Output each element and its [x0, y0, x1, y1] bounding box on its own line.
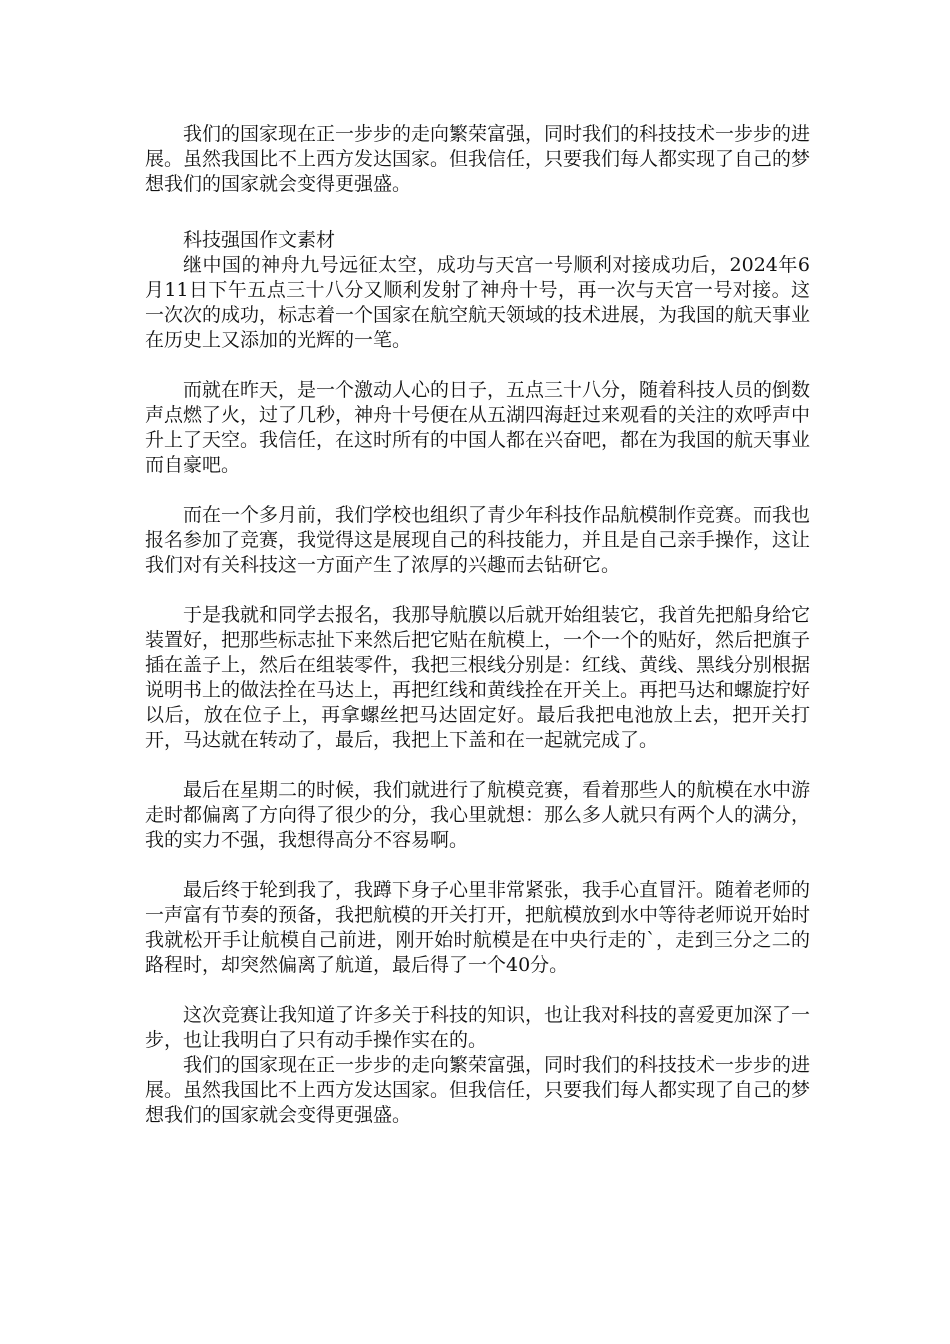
paragraph-closing: 我们的国家现在正一步步的走向繁荣富强，同时我们的科技技术一步步的进展。虽然我国比不上西方发达国家。但我信任，只要我们每人都实现了自己的梦想我们的国家就会变得更强盛。 — [145, 1054, 811, 1126]
paragraph-lesson: 这次竞赛让我知道了许多关于科技的知识，也让我对科技的喜爱更加深了一步，也让我明白了只有动手操作实在的。 — [145, 1004, 811, 1051]
paragraph-shenzhou: 继中国的神舟九号远征太空，成功与天宫一号顺利对接成功后，2024年6月11日下午五点三十八分又顺利发射了神舟十号，再一次与天宫一号对接。这一次次的成功，标志着一个国家在航空航天领域的技术进展，为我国的航天事业在历史上又添加的光辉的一笔。 — [145, 254, 811, 351]
paragraph-assembly: 于是我就和同学去报名，我那导航膜以后就开始组装它，我首先把船身给它装置好，把那些标志扯下来然后把它贴在航模上，一个一个的贴好，然后把旗子插在盖子上，然后在组装零件，我把三根线分别是：红线、黄线、黑线分别根据说明书上的做法拴在马达上，再把红线和黄线拴在开关上。再把马达和螺旋拧好以后，放在位子上，再拿螺丝把马达固定好。最后我把电池放上去，把开关打开，马达就在转动了，最后，我把上下盖和在一起就完成了。 — [145, 604, 811, 751]
paragraph-my-turn: 最后终于轮到我了，我蹲下身子心里非常紧张，我手心直冒汗。随着老师的一声富有节奏的预备，我把航模的开关打开，把航模放到水中等待老师说开始时我就松开手让航模自己前进，刚开始时航模是在中央行走的`，走到三分之二的路程时，却突然偏离了航道，最后得了一个40分。 — [145, 879, 811, 976]
paragraph-tuesday: 最后在星期二的时候，我们就进行了航模竞赛，看着那些人的航模在水中游走时都偏离了方向得了很少的分，我心里就想：那么多人就只有两个人的满分，我的实力不强，我想得高分不容易啊。 — [145, 779, 811, 851]
document-body — [145, 122, 810, 1128]
section-title: 科技强国作文素材 — [183, 229, 336, 251]
paragraph-launch: 而就在昨天，是一个激动人心的日子，五点三十八分，随着科技人员的倒数声点燃了火，过了几秒，神舟十号便在从五湖四海赶过来观看的关注的欢呼声中升上了天空。我信任，在这时所有的中国人都在兴奋吧，都在为我国的航天事业而自豪吧。 — [145, 379, 811, 476]
paragraph-competition: 而在一个多月前，我们学校也组织了青少年科技作品航模制作竞赛。而我也报名参加了竞赛，我觉得这是展现自己的科技能力，并且是自己亲手操作，这让我们对有关科技这一方面产生了浓厚的兴趣而去钻研它。 — [145, 504, 811, 576]
paragraph-intro: 我们的国家现在正一步步的走向繁荣富强，同时我们的科技技术一步步的进展。虽然我国比不上西方发达国家。但我信任，只要我们每人都实现了自己的梦想我们的国家就会变得更强盛。 — [145, 123, 811, 195]
